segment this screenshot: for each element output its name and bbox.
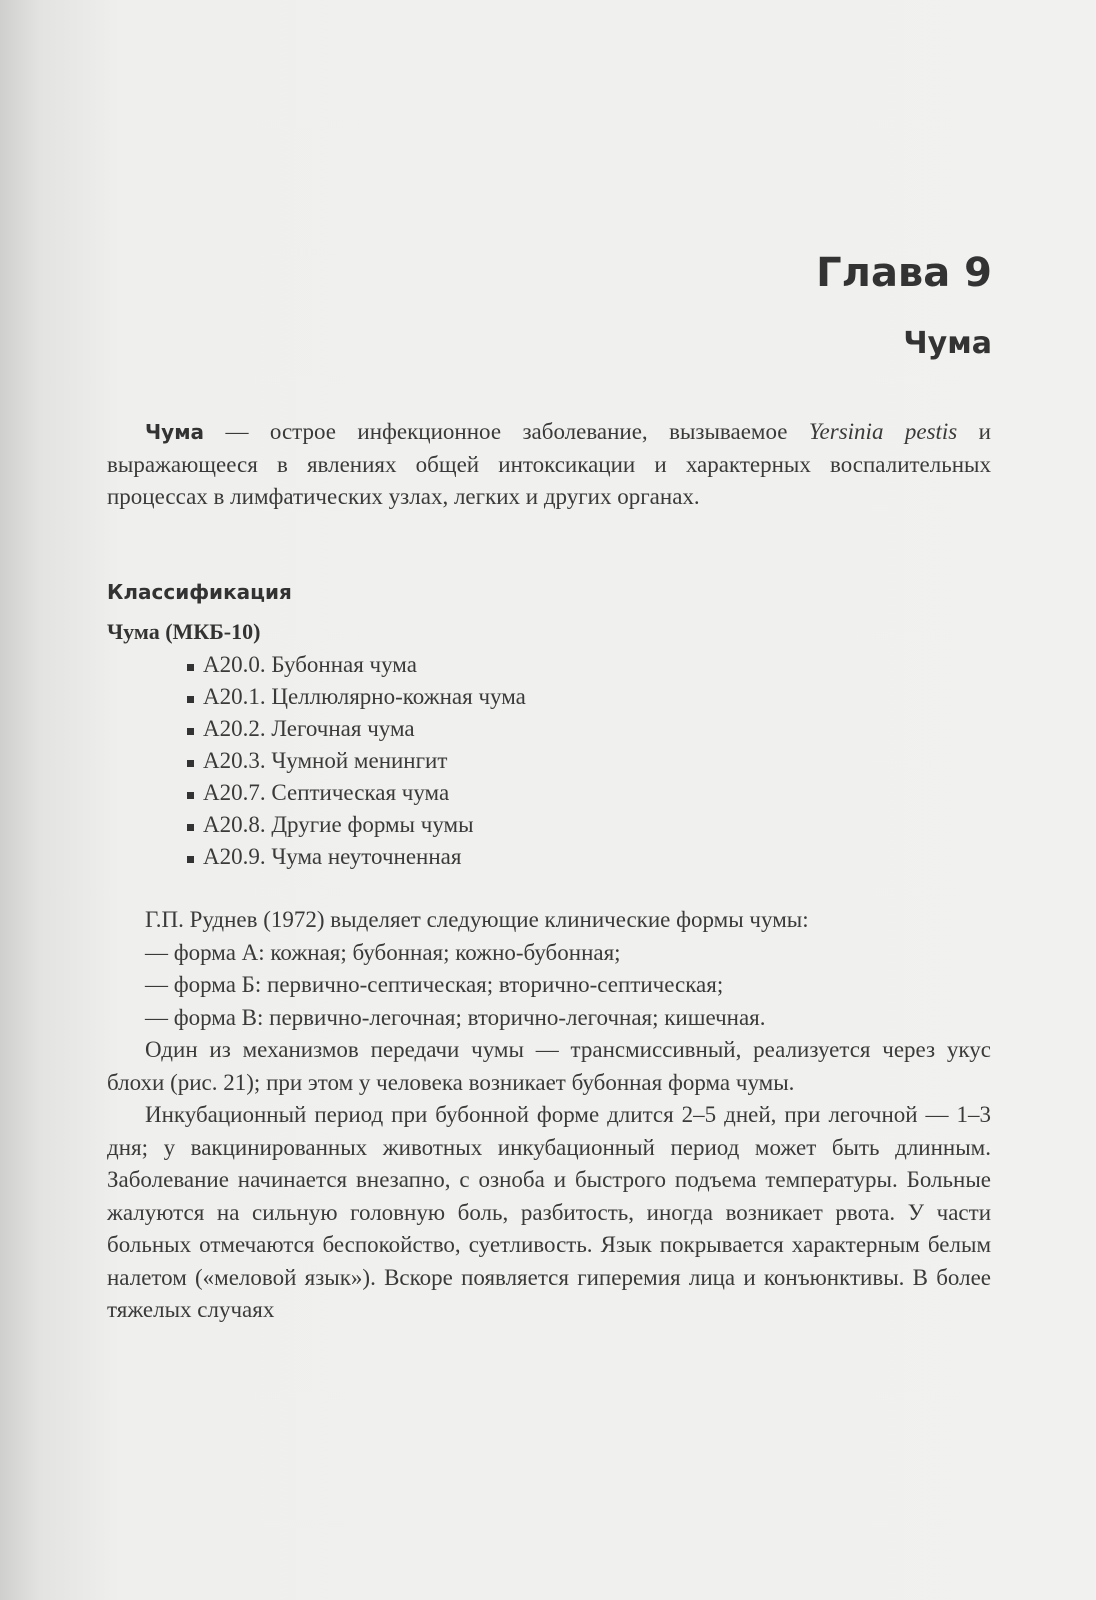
list-item — [187, 681, 526, 713]
chapter-title: Чума — [903, 326, 992, 361]
incubation-paragraph: Инкубационный период при бубонной форме длится 2–5 дней, при легочной — 1–3 дня; у вакцинированных животных инкубационный период может быть длинным. Заболевание начинается внезапно, с озноба и быстрого подъема температуры. Больные жалуются на сильную головную боль, разбитость, иногда возникает рвота. У части больных отмечаются беспокойство, суетливость. Язык покрывается характерным белым налетом («меловой язык»). Вскоре появляется гиперемия лица и конъюнктивы. В более тяжелых случаях — [107, 1102, 991, 1322]
square-bullet-icon — [187, 856, 194, 863]
list-item — [187, 713, 526, 745]
intro-text-before: — острое инфекционное заболевание, вызываемое — [204, 419, 809, 444]
list-item-text: A20.7. Септическая чума — [203, 780, 450, 805]
square-bullet-icon — [187, 760, 194, 767]
form-b-line: — форма Б: первично-септическая; вторично-септическая; — [145, 972, 724, 997]
list-item — [187, 649, 526, 681]
square-bullet-icon — [187, 824, 194, 831]
square-bullet-icon — [187, 696, 194, 703]
square-bullet-icon — [187, 728, 194, 735]
pathogen-name: Yersinia pestis — [808, 419, 958, 444]
square-bullet-icon — [187, 792, 194, 799]
list-item-text: A20.8. Другие формы чумы — [203, 812, 474, 837]
list-item-text: A20.2. Легочная чума — [203, 716, 415, 741]
list-item — [187, 841, 526, 873]
form-c-line: — форма В: первично-легочная; вторично-легочная; кишечная. — [145, 1004, 766, 1030]
list-item-text: A20.1. Целлюлярно-кожная чума — [203, 684, 526, 709]
intro-text-after: и выражающееся в явлениях общей интоксикации и характерных воспалительных процессах в лимфатических узлах, легких и других органах. — [107, 419, 991, 509]
list-item-text: A20.9. Чума неуточненная — [203, 844, 462, 869]
icd-code-list — [187, 649, 526, 873]
intro-paragraph — [107, 416, 991, 514]
intro-term: Чума — [145, 420, 205, 444]
list-item — [187, 809, 526, 841]
list-item — [187, 777, 526, 809]
list-item-text: A20.0. Бубонная чума — [203, 652, 417, 677]
transmission-paragraph: Один из механизмов передачи чумы — трансмиссивный, реализуется через укус блохи (рис. 21); при этом у человека возникает бубонная форма чумы. — [107, 1037, 991, 1095]
form-a-line: — форма А: кожная; бубонная; кожно-бубонная; — [145, 939, 621, 965]
list-item — [187, 745, 526, 777]
clinical-forms-section — [107, 904, 991, 1327]
rudnev-intro-paragraph: Г.П. Руднев (1972) выделяет следующие клинические формы чумы: — [145, 907, 809, 932]
chapter-number: Глава 9 — [816, 250, 992, 296]
square-bullet-icon — [187, 664, 194, 671]
classification-heading: Классификация — [107, 580, 292, 604]
icd-heading: Чума (МКБ-10) — [107, 619, 261, 644]
list-item-text: A20.3. Чумной менингит — [203, 748, 448, 773]
